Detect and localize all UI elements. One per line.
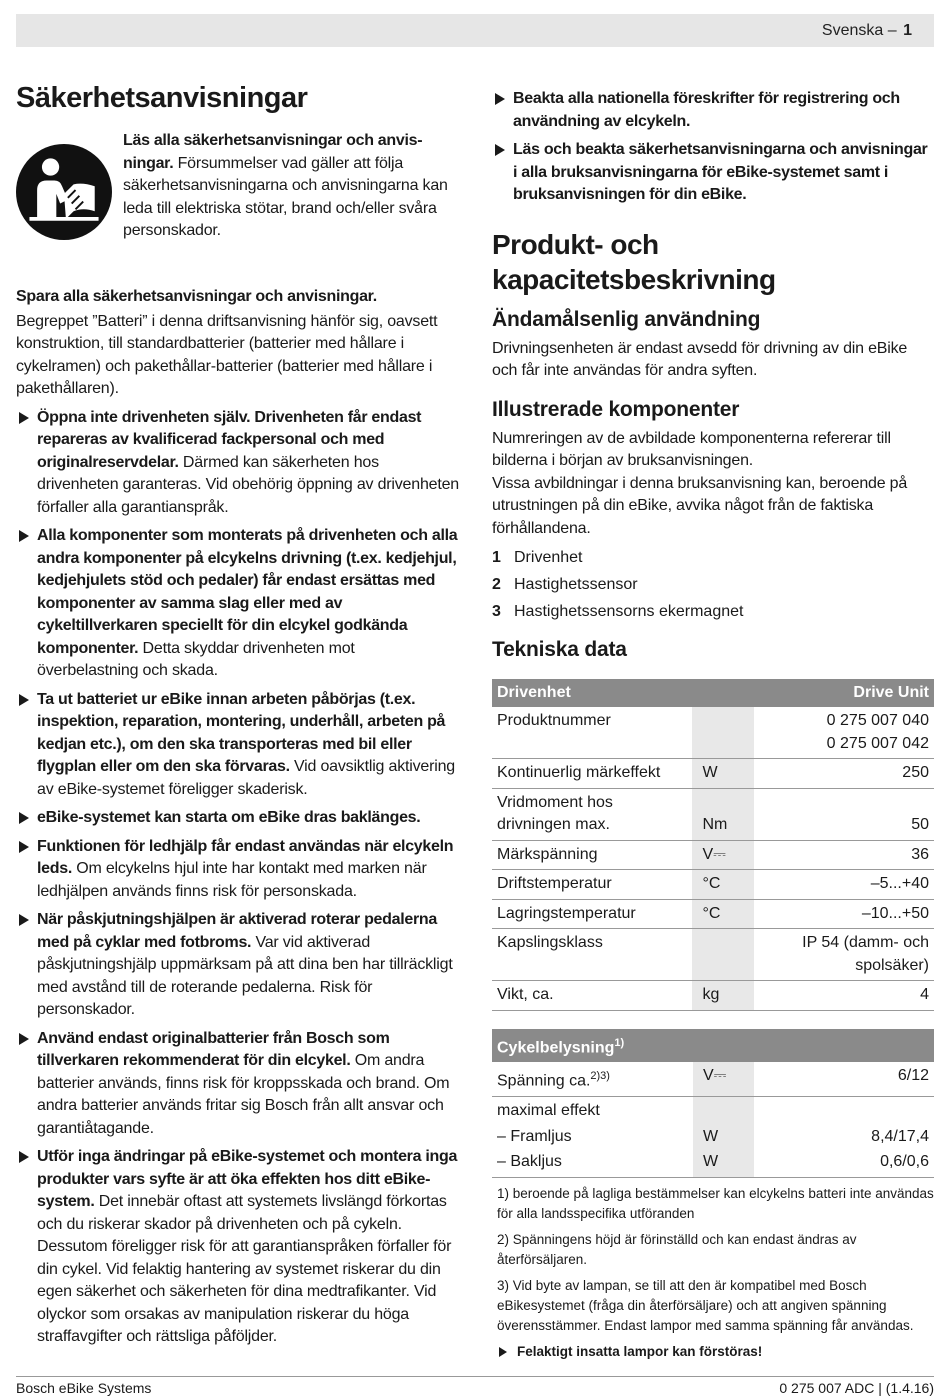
lamp-warning bbox=[497, 1342, 934, 1362]
intended-use-text: Drivningsenheten är endast avsedd för drivning av din eBike och får inte användas för andra syften. bbox=[492, 339, 908, 380]
spec-label: Driftstemperatur bbox=[492, 870, 692, 900]
bullet-bold-text: Ta ut batteriet ur eBike innan arbeten påbörjas (t.ex. inspektion, reparation, montering, underhåll, arbeten på kedjan etc.), om den ska transporteras med bil eller flygplan eller om den ska förvaras. bbox=[37, 690, 446, 776]
bullet-bold-text: Läs och beakta säkerhetsanvisningarna och anvisningar i alla bruksanvisningarna för eBike-systemet samt i bruksanvisningen för din eBike. bbox=[513, 141, 928, 203]
spec-value: 0 275 007 040 0 275 007 042 bbox=[754, 707, 934, 759]
bullet-triangle-icon bbox=[19, 694, 29, 706]
bullet-text: Om elcykelns hjul inte har kontakt med marken när ledhjälpen används finns risk för personskada. bbox=[37, 860, 427, 900]
page-header-bar bbox=[16, 14, 934, 47]
page-footer bbox=[16, 1376, 934, 1396]
table-row bbox=[492, 981, 934, 1011]
spec-unit: kg bbox=[692, 981, 753, 1011]
save-instructions: Spara alla säkerhetsanvisningar och anvisningar. bbox=[16, 288, 377, 306]
bullet-bold-text: eBike-systemet kan starta om eBike dras baklänges. bbox=[37, 809, 421, 827]
table-row bbox=[492, 840, 934, 870]
bullet-bold-text: Beakta alla nationella föreskrifter för registrering och användning av elcykeln. bbox=[513, 90, 900, 130]
spec-label: Produktnummer bbox=[492, 707, 692, 759]
intro-block bbox=[16, 130, 459, 290]
front-light-value: 8,4/17,4 bbox=[871, 1127, 929, 1145]
voltage-value: 6/12 bbox=[754, 1062, 934, 1096]
header-language: Svenska bbox=[821, 22, 884, 39]
table-row bbox=[492, 759, 934, 789]
safety-bullet bbox=[16, 689, 459, 802]
read-manual-icon bbox=[16, 144, 112, 240]
component-item: 3 Hastighetssensorns ekermagnet bbox=[492, 603, 744, 621]
spec-unit: Nm bbox=[692, 788, 753, 840]
bike-lighting-table bbox=[492, 1029, 934, 1178]
bullet-bold-text: Öppna inte drivenheten själv. Drivenheten får endast repareras av kvalificerad fackpersonal och med originalreservdelar. bbox=[37, 408, 422, 471]
bullet-triangle-icon bbox=[19, 1033, 29, 1045]
bullet-bold-text: Alla komponenter som monterats på drivenheten och alla andra komponenter på elcykelns drivning (t.ex. kedjehjul, kedjehjulets stöd och pedaler) får endast ersättas med komponenter av samma slag eller med av cykeltillverkaren speciellt för din elcykel godkända komponenter. bbox=[37, 527, 458, 657]
bullet-bold-text: Funktionen för ledhjälp får endast användas när elcykeln leds. bbox=[37, 837, 454, 878]
spec-label: Kontinuerlig märkeffekt bbox=[492, 759, 692, 789]
table-row bbox=[492, 1126, 934, 1152]
spec-label: Vridmoment hos drivningen max. bbox=[492, 788, 692, 840]
component-item: 1 Drivenhet bbox=[492, 549, 583, 567]
spec-value: –10...+50 bbox=[754, 899, 934, 929]
warning-triangle-icon bbox=[499, 1347, 507, 1357]
bullet-text: Det innebär oftast att systemets livslängd förkortas och du riskerar skador på drivenheten och på cykeln. Dessutom föreligger risk för att garantianspråken förfaller för din cykel. Vid felaktig hantering av systemet riskerar du din egen säkerhet och säkerheten för dina medtrafikanter. Vid olyckor som orsakas av manipulation riskerar du höga straffavgifter och rättsliga påföljder. bbox=[37, 1193, 452, 1346]
table-row bbox=[492, 1097, 934, 1126]
spec-unit bbox=[692, 929, 753, 981]
bullet-text: Var vid aktiverad påskjutningshjälp uppmärksam på att dina ben har tillräckligt med avstånd till de roterande pedalerna. Risk för personskador. bbox=[37, 933, 453, 1019]
component-list bbox=[492, 544, 934, 625]
table-header-right: Drive Unit bbox=[754, 679, 934, 708]
spec-label: Märkspänning bbox=[492, 840, 692, 870]
table-row bbox=[492, 1151, 934, 1177]
rear-light-unit: W bbox=[693, 1151, 754, 1177]
front-light-unit: W bbox=[693, 1126, 754, 1152]
spec-unit: °C bbox=[692, 870, 753, 900]
safety-bullet bbox=[16, 909, 459, 1022]
front-light-label: – Framljus bbox=[497, 1127, 572, 1145]
table-row bbox=[492, 707, 934, 759]
voltage-unit: V⎓ bbox=[693, 1062, 754, 1096]
spec-value: 50 bbox=[754, 788, 934, 840]
safety-bullet bbox=[492, 139, 934, 207]
safety-bullet bbox=[16, 525, 459, 683]
intro-body: Försummelser vad gäller att följa säkerhetsanvisningarna och anvisningarna kan leda till elektriska stötar, brand och/eller svåra personskador. bbox=[123, 154, 448, 240]
table-row bbox=[492, 899, 934, 929]
bullet-triangle-icon bbox=[495, 93, 505, 105]
bullet-text: Detta skyddar drivenheten mot överbelastning och skada. bbox=[37, 639, 355, 680]
table-row bbox=[492, 929, 934, 981]
spec-label: Vikt, ca. bbox=[492, 981, 692, 1011]
spec-unit: °C bbox=[692, 899, 753, 929]
component-item: 2 Hastighetssensor bbox=[492, 576, 638, 594]
footnote-2: 2) Spänningens höjd är förinställd och kan endast ändras av återförsäljaren. bbox=[497, 1231, 857, 1267]
max-power-label: maximal effekt bbox=[497, 1102, 600, 1120]
bullet-triangle-icon bbox=[19, 412, 29, 424]
intended-use-title: Ändamålsenlig användning bbox=[492, 307, 761, 331]
right-bullet-list bbox=[492, 88, 934, 207]
lamp-warning-text: Felaktigt insatta lampor kan förstöras! bbox=[517, 1343, 763, 1359]
voltage-sup: 2)3) bbox=[590, 1070, 610, 1083]
table-header-row bbox=[492, 679, 934, 708]
footer-left: Bosch eBike Systems bbox=[16, 1380, 152, 1396]
safety-bullet bbox=[16, 836, 459, 904]
bullet-triangle-icon bbox=[19, 914, 29, 926]
drive-unit-table bbox=[492, 679, 934, 1011]
table-row bbox=[492, 1062, 934, 1096]
components-text-1: Numreringen av de avbildade komponenterna refererar till bilderna i början av bruksanvisningen. bbox=[492, 429, 891, 470]
bullet-triangle-icon bbox=[19, 530, 29, 542]
bullet-triangle-icon bbox=[19, 812, 29, 824]
table-row bbox=[492, 788, 934, 840]
header-separator: – bbox=[883, 22, 902, 39]
spec-value: IP 54 (damm- och spolsäker) bbox=[754, 929, 934, 981]
rear-light-value: 0,6/0,6 bbox=[754, 1151, 934, 1177]
lighting-header: Cykelbelysning bbox=[497, 1038, 615, 1056]
table-row bbox=[492, 870, 934, 900]
footer-right: 0 275 007 ADC | (1.4.16) bbox=[779, 1380, 934, 1396]
safety-bullet bbox=[16, 1146, 459, 1349]
spec-unit bbox=[692, 707, 753, 759]
bullet-text: Om andra batterier används, finns risk för kroppsskada och brand. Om andra batterier används fritar sig Bosch från allt ansvar och garantiåtagande. bbox=[37, 1052, 450, 1137]
footnote-3: 3) Vid byte av lampan, se till att den är kompatibel med Bosch eBikesystemet (fråga din återförsäljare) och att angiven spänning överensstämmer. Endast lampor med samma spänning får användas. bbox=[497, 1277, 914, 1333]
safety-title: Säkerhetsanvisningar bbox=[16, 82, 308, 114]
footnotes bbox=[492, 1184, 934, 1362]
table-header-left: Drivenhet bbox=[492, 679, 754, 708]
safety-bullet bbox=[16, 407, 459, 520]
left-column bbox=[16, 80, 459, 1355]
spec-value: 4 bbox=[754, 981, 934, 1011]
right-column bbox=[492, 80, 934, 1368]
bullet-bold-text: Använd endast originalbatterier från Bosch som tillverkaren rekommenderat för din elcykel. bbox=[37, 1029, 390, 1070]
footnote-1: 1) beroende på lagliga bestämmelser kan elcykelns batteri inte användas för alla landsspecifika utföranden bbox=[497, 1185, 934, 1221]
lighting-header-sup: 1) bbox=[614, 1036, 625, 1049]
spec-label: Kapslingsklass bbox=[492, 929, 692, 981]
bullet-triangle-icon bbox=[19, 1151, 29, 1163]
page-header-label bbox=[822, 22, 912, 40]
product-title: Produkt- och kapacitetsbeskrivning bbox=[492, 228, 776, 295]
battery-definition: Begreppet ”Batteri” i denna driftsanvisning hänför sig, oavsett konstruktion, till standardbatterier (batterier med hållare i cykelramen) och pakethållar-batterier (batterier med hållare i pakethållaren). bbox=[16, 312, 438, 398]
bullet-bold-text: När påskjutningshjälpen är aktiverad roterar pedalerna med på cyklar med fotbroms. bbox=[37, 911, 437, 951]
spec-label: Lagringstemperatur bbox=[492, 899, 692, 929]
bullet-text: Vid oavsiktlig aktivering av eBike-systemet föreligger skaderisk. bbox=[37, 758, 455, 798]
left-bullet-list bbox=[16, 407, 459, 1349]
spec-value: 250 bbox=[754, 759, 934, 789]
table-header-row bbox=[492, 1029, 934, 1063]
tech-data-title: Tekniska data bbox=[492, 638, 627, 662]
bullet-bold-text: Utför inga ändringar på eBike-systemet och montera inga produkter vars syfte är att öka effekten hos ditt eBike-system. bbox=[37, 1148, 458, 1211]
safety-bullet bbox=[16, 807, 459, 830]
components-text-2: Vissa avbildningar i denna bruksanvisning kan, beroende på utrustningen på din eBike, avvika något från de faktiska förhållandena. bbox=[492, 474, 908, 537]
spec-value: 36 bbox=[754, 840, 934, 870]
spec-value: –5...+40 bbox=[754, 870, 934, 900]
spec-unit: W bbox=[692, 759, 753, 789]
voltage-label: Spänning ca. bbox=[497, 1072, 591, 1090]
bullet-text: Därmed kan säkerheten hos drivenheten garanteras. Vid obehörig öppning av drivenheten förfaller alla garantianspråk. bbox=[37, 453, 459, 516]
safety-bullet bbox=[16, 1028, 459, 1141]
components-title: Illustrerade komponenter bbox=[492, 397, 740, 421]
intro-bold: Läs alla säkerhetsanvisningar och anvisningar. bbox=[123, 132, 423, 172]
spec-unit: V⎓ bbox=[692, 840, 753, 870]
page-number: 1 bbox=[903, 22, 912, 39]
bullet-triangle-icon bbox=[19, 841, 29, 853]
safety-bullet bbox=[492, 88, 934, 133]
intro-text bbox=[123, 130, 459, 243]
bullet-triangle-icon bbox=[495, 144, 505, 156]
rear-light-label: – Bakljus bbox=[492, 1151, 693, 1177]
